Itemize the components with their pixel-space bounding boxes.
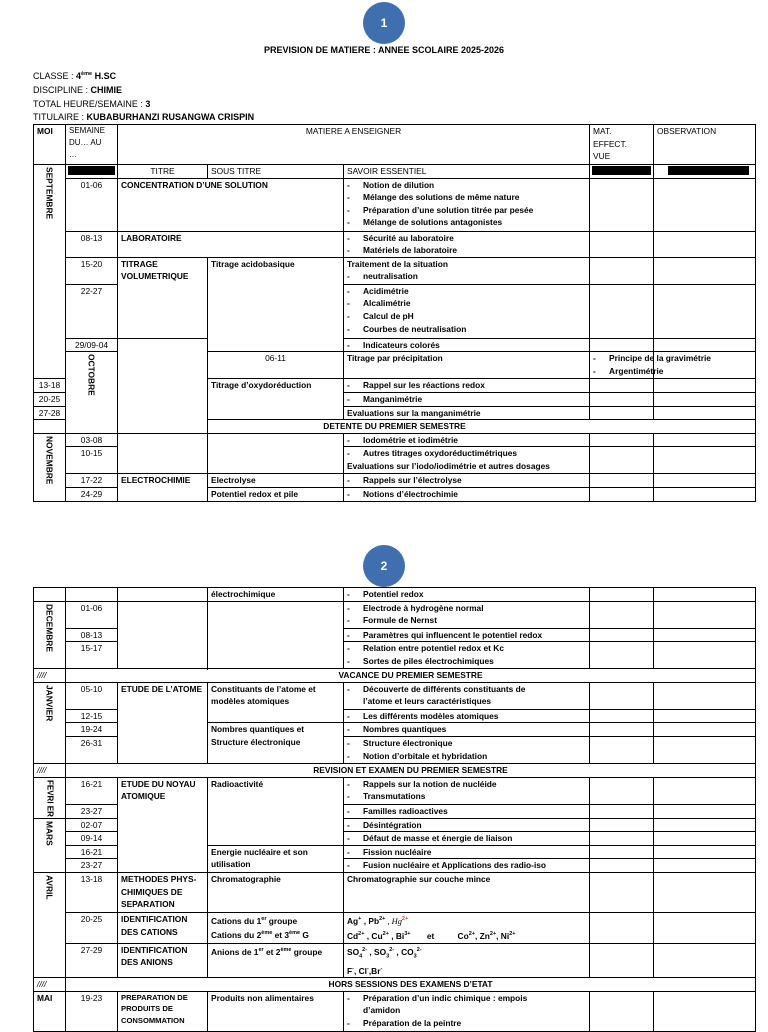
black-cell xyxy=(66,165,118,179)
sous-titre-cell: Nombres quantiques et Structure électronique xyxy=(208,723,344,764)
month-octobre: OCTOBRE xyxy=(66,352,118,433)
planning-table-page-2 xyxy=(33,587,756,1032)
week-cell: 27-29 xyxy=(66,943,118,977)
savoir-cell: - Fusion nucléaire et Applications des radio-iso xyxy=(344,859,590,873)
week-cell: 27-28 xyxy=(34,406,66,420)
week-cell: 06-11 xyxy=(208,352,344,379)
classe-line xyxy=(33,68,254,84)
sous-titre-cell: Electrolyse xyxy=(208,474,344,488)
document-title: PREVISION DE MATIERE : ANNEE SCOLAIRE 2025-2026 xyxy=(263,45,505,55)
titre-cell: METHODES PHYS-CHIMIQUES DE SEPARATION xyxy=(118,872,208,912)
month-fevrier: FEVRI ER xyxy=(34,777,66,818)
discipline-line xyxy=(33,84,254,98)
heures-line xyxy=(33,98,254,112)
discipline-label: DISCIPLINE : xyxy=(33,84,91,95)
document-meta xyxy=(33,68,254,125)
band-revision: REVISION ET EXAMEN DU PREMIER SEMESTRE xyxy=(66,763,756,777)
band-row xyxy=(34,978,756,992)
table-row xyxy=(34,338,756,352)
savoir-cell: - Les différents modèles atomiques xyxy=(344,709,590,723)
month-septembre: SEPTEMBRE xyxy=(34,165,66,379)
header-matiere: MATIERE A ENSEIGNER xyxy=(118,125,590,165)
savoir-cell: - Rappels sur la notion de nucléide - Transmutations xyxy=(344,777,590,804)
table-row xyxy=(34,178,756,231)
sous-titre-cell: Constituants de l’atome et modèles atomiques xyxy=(208,682,344,723)
band-row xyxy=(34,763,756,777)
month-novembre: NOVEMBRE xyxy=(34,433,66,501)
savoir-cell: - Rappel sur les réactions redox xyxy=(344,379,590,393)
subheader-savoir: SAVOIR ESSENTIEL xyxy=(344,165,590,179)
band-row xyxy=(34,420,756,434)
savoir-cell: - Electrode à hydrogène normal - Formule de Nernst xyxy=(344,601,590,628)
titre-cell: LABORATOIRE xyxy=(118,231,344,257)
savoir-cell: - Sécurité au laboratoire - Matériels de laboratoire xyxy=(344,231,590,257)
table-row xyxy=(34,991,756,1031)
savoir-cell: - Relation entre potentiel redox et Kc - Sortes de piles électrochimiques xyxy=(344,642,590,669)
titre-cell: CONCENTRATION D’UNE SOLUTION xyxy=(118,178,344,231)
week-cell: 26-31 xyxy=(66,736,118,763)
savoir-cell: - Découverte de différents constituants de l’atome et leurs caractéristiques xyxy=(344,682,590,709)
week-cell: 19-24 xyxy=(66,723,118,737)
week-cell: 20-25 xyxy=(34,392,66,406)
band-vacance: VACANCE DU PREMIER SEMESTRE xyxy=(66,669,756,683)
savoir-cell: - Potentiel redox xyxy=(344,588,590,602)
week-cell: 24-29 xyxy=(66,487,118,501)
savoir-cell: Evaluations sur la manganimétrie xyxy=(344,406,590,420)
titulaire-value: KUBABURHANZI RUSANGWA CRISPIN xyxy=(86,112,255,123)
week-cell: 17-22 xyxy=(66,474,118,488)
savoir-cell: - Nombres quantiques xyxy=(344,723,590,737)
table-row xyxy=(34,257,756,284)
table-row xyxy=(34,231,756,257)
subheader-sous-titre: SOUS TITRE xyxy=(208,165,344,179)
week-cell: 03-08 xyxy=(66,433,118,447)
savoir-cell: Ag+ , $Pb^{2+}$ , $Hg^{2+}$ $Cd^{2+}$ , $Cu^{2+}$ , $Bi^{3+}$ et $Co^{2+}$, $Zn^{2+}$, $Ni^{2+}$ xyxy=(344,912,590,943)
savoir-cell: - Fission nucléaire xyxy=(344,845,590,859)
table-row xyxy=(34,601,756,628)
week-cell: 10-15 xyxy=(66,447,118,474)
week-cell: 13-18 xyxy=(34,379,66,393)
savoir-cell: - Acidimétrie - Alcalimétrie - Calcul de pH - Courbes de neutralisation xyxy=(344,284,590,338)
savoir-cell: - Familles radioactives xyxy=(344,804,590,818)
week-cell: 08-13 xyxy=(66,628,118,642)
subheader-row xyxy=(34,165,756,179)
week-cell: 13-18 xyxy=(66,872,118,912)
titre-cell: ELECTROCHIMIE xyxy=(118,474,208,501)
header-moi: MOI xyxy=(34,125,66,165)
month-avril: AVRIL xyxy=(34,872,66,977)
page-number-badge: 2 xyxy=(363,545,405,587)
savoir-cell: - Iodométrie et iodimétrie xyxy=(344,433,590,447)
titre-cell: IDENTIFICATION DES CATIONS xyxy=(118,912,208,943)
savoir-cell: - Structure électronique - Notion d’orbitale et hybridation xyxy=(344,736,590,763)
month-decembre: DECEMBRE xyxy=(34,601,66,669)
week-cell: 19-23 xyxy=(66,991,118,1031)
savoir-cell: - Notion de dilution - Mélange des solutions de même nature - Préparation d’une solution titrée par pesée - Mélange de solutions antagonistes xyxy=(344,178,590,231)
heures-value: 3 xyxy=(145,98,151,109)
month-janvier: JANVIER xyxy=(34,682,66,763)
slash-cell: //// xyxy=(34,669,66,683)
savoir-cell: - Défaut de masse et énergie de liaison xyxy=(344,832,590,846)
savoir-cell: - Préparation d’un indic chimique : empois d’amidon - Préparation de la peintre xyxy=(344,991,590,1031)
sous-titre-cell: Titrage par précipitation xyxy=(344,352,590,379)
table-row xyxy=(34,682,756,709)
band-hors-sessions: HORS SESSIONS DES EXAMENS D’ETAT xyxy=(66,978,756,992)
heures-label: TOTAL HEURE/SEMAINE : xyxy=(33,98,146,109)
savoir-cell: - Autres titrages oxydoréductimétriques Evaluations sur l’iodo/iodimétrie et autres dosages xyxy=(344,447,590,474)
sous-titre-cell: électrochimique xyxy=(208,588,344,602)
titre-cell: IDENTIFICATION DES ANIONS xyxy=(118,943,208,977)
table-row xyxy=(34,433,756,447)
titre-cell: ETUDE DE L’ATOME xyxy=(118,682,208,763)
savoir-cell: - Indicateurs colorés xyxy=(344,338,590,352)
sous-titre-cell: Titrage d’oxydoréduction xyxy=(208,379,344,420)
month-mai: MAI xyxy=(34,991,66,1031)
planning-table-page-1 xyxy=(33,124,756,502)
savoir-cell: - Rappels sur l’électrolyse xyxy=(344,474,590,488)
week-cell: 01-06 xyxy=(66,601,118,628)
week-cell: 05-10 xyxy=(66,682,118,709)
week-cell: 23-27 xyxy=(66,804,118,818)
header-semaine: SEMAINE DU… AU … xyxy=(66,125,118,165)
week-cell: 16-21 xyxy=(66,777,118,804)
savoir-cell: $SO_4^{2-}$ , $SO_3^{2-}$ , $CO_3^{2-}$ F-, Cl-,Br- xyxy=(344,943,590,977)
table-row xyxy=(34,777,756,804)
titre-cell: ETUDE DU NOYAU ATOMIQUE xyxy=(118,777,208,872)
table-row xyxy=(34,588,756,602)
table-header-row xyxy=(34,125,756,165)
month-mars: MARS xyxy=(34,818,66,872)
week-cell: 23-27 xyxy=(66,859,118,873)
week-cell: 12-15 xyxy=(66,709,118,723)
week-cell: 15-17 xyxy=(66,642,118,669)
week-cell: 16-21 xyxy=(66,845,118,859)
page-number-badge: 1 xyxy=(363,2,405,44)
table-row xyxy=(34,474,756,488)
week-cell: 22-27 xyxy=(66,284,118,338)
sous-titre-cell: Radioactivité xyxy=(208,777,344,845)
week-cell: 20-25 xyxy=(66,912,118,943)
week-cell: 09-14 xyxy=(66,832,118,846)
slash-cell: //// xyxy=(34,763,66,777)
week-cell: 29/09-04 xyxy=(66,338,118,352)
week-cell: 08-13 xyxy=(66,231,118,257)
savoir-cell: - Manganimétrie xyxy=(344,392,590,406)
header-mat-effect-vue: MAT. EFFECT. VUE xyxy=(590,125,654,165)
sous-titre-cell: Anions de 1er et 2ème groupe xyxy=(208,943,344,977)
sous-titre-cell: Produits non alimentaires xyxy=(208,991,344,1031)
savoir-cell: - Notions d’électrochimie xyxy=(344,487,590,501)
table-row xyxy=(34,912,756,943)
sous-titre-cell: Energie nucléaire et son utilisation xyxy=(208,845,344,872)
band-row xyxy=(34,669,756,683)
savoir-cell: Traitement de la situation - neutralisation xyxy=(344,257,590,284)
titulaire-label: TITULAIRE : xyxy=(33,112,87,123)
week-cell: 15-20 xyxy=(66,257,118,284)
classe-value: 4ème H.SC xyxy=(76,71,117,81)
slash-cell: //// xyxy=(34,978,66,992)
savoir-cell: Chromatographie sur couche mince xyxy=(344,872,590,912)
subheader-titre: TITRE xyxy=(118,165,208,179)
week-cell: 01-06 xyxy=(66,178,118,231)
sous-titre-cell: Chromatographie xyxy=(208,872,344,912)
table-row xyxy=(34,872,756,912)
savoir-cell: - Désintégration xyxy=(344,818,590,832)
discipline-value: CHIMIE xyxy=(90,84,123,95)
sous-titre-cell: Titrage acidobasique xyxy=(208,257,344,352)
sous-titre-cell: Potentiel redox et pile xyxy=(208,487,344,501)
header-observation: OBSERVATION xyxy=(654,125,756,165)
savoir-cell: - Principe de la gravimétrie - Argentimétrie xyxy=(590,352,654,379)
savoir-cell: - Paramètres qui influencent le potentiel redox xyxy=(344,628,590,642)
table-row xyxy=(34,943,756,977)
sous-titre-cell: Cations du 1er groupe Cations du 2ème et 3ème G xyxy=(208,912,344,943)
band-detente: DETENTE DU PREMIER SEMESTRE xyxy=(34,420,756,434)
black-cell xyxy=(590,165,654,179)
black-cell xyxy=(654,165,756,179)
titre-cell: TITRAGE VOLUMETRIQUE xyxy=(118,257,208,338)
classe-label: CLASSE : xyxy=(33,71,77,81)
titre-cell: PREPARATION DE PRODUITS DE CONSOMMATION xyxy=(118,991,208,1031)
week-cell: 02-07 xyxy=(66,818,118,832)
